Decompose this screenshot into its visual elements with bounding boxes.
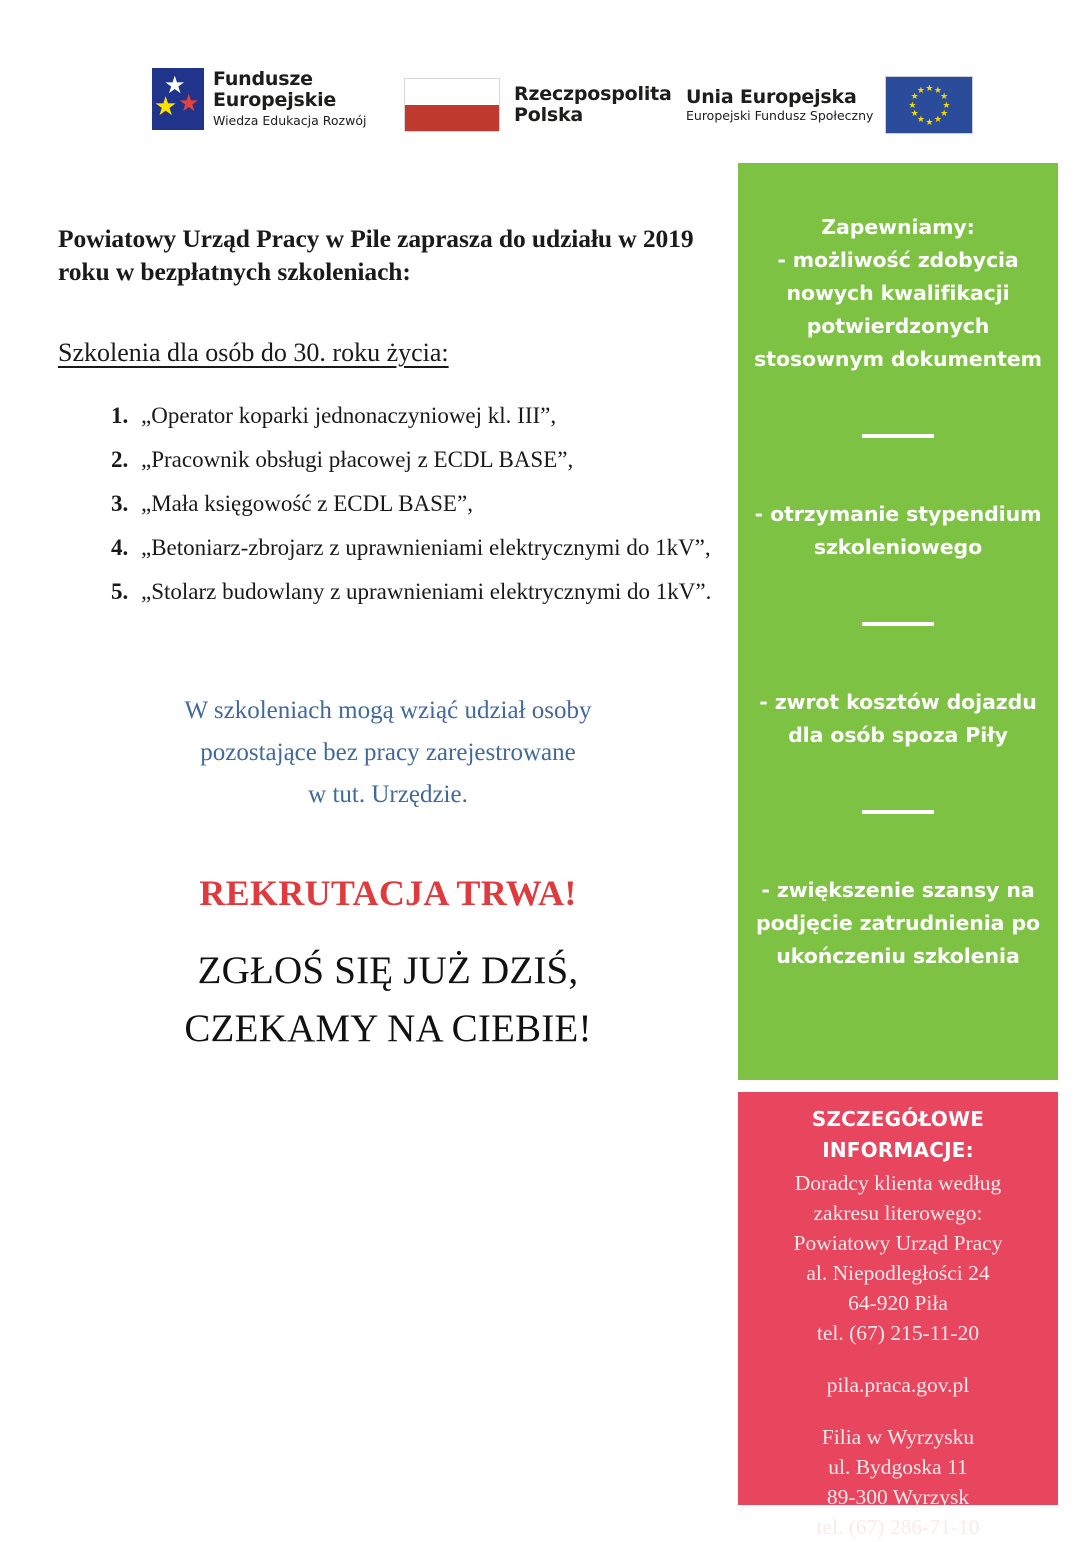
eu-star-icon: ★ xyxy=(933,114,942,125)
benefits-panel xyxy=(738,163,1058,1080)
ue-line-1: Unia Europejska xyxy=(686,86,857,108)
list-item: „Pracownik obsługi płacowej z ECDL BASE”, xyxy=(141,447,574,472)
eu-star-icon: ★ xyxy=(908,99,917,110)
rp-line-1: Rzeczpospolita xyxy=(514,83,672,105)
list-item: „Betoniarz-zbrojarz z uprawnieniami elektrycznymi do 1kV”, xyxy=(141,535,711,560)
benefit-item-2: - otrzymanie stypendium szkoleniowego xyxy=(754,502,1042,559)
rzeczpospolita-text xyxy=(514,84,672,126)
yellow-star-icon: ★ xyxy=(154,92,178,121)
eu-flag-icon xyxy=(885,76,973,134)
eu-star-icon: ★ xyxy=(916,114,925,125)
eu-star-icon: ★ xyxy=(916,84,925,95)
eligibility-note xyxy=(58,690,718,816)
fe-line-1: Fundusze xyxy=(213,68,313,90)
eu-star-icon: ★ xyxy=(933,84,942,95)
fundusze-europejskie-logo xyxy=(152,68,366,130)
subheading-wrapper xyxy=(58,288,730,368)
white-star-icon: ★ xyxy=(164,73,186,99)
branch-phone: tel. (67) 286-71-10 xyxy=(816,1515,980,1539)
rp-line-2: Polska xyxy=(514,104,584,126)
eu-star-icon: ★ xyxy=(942,99,951,110)
spacer xyxy=(754,376,1042,434)
eu-star-icon: ★ xyxy=(910,108,919,118)
contact-postcode-city: 64-920 Piła xyxy=(848,1291,948,1315)
branch-street: ul. Bydgoska 11 xyxy=(828,1455,968,1479)
list-item: „Mała księgowość z ECDL BASE”, xyxy=(141,491,473,516)
ue-line-2: Europejski Fundusz Społeczny xyxy=(686,108,874,123)
fundusze-europejskie-text xyxy=(213,69,366,129)
eu-star-icon: ★ xyxy=(910,91,919,101)
eu-star-icon: ★ xyxy=(940,108,949,118)
eu-star-icon: ★ xyxy=(940,91,949,101)
benefit-item-3: - zwrot kosztów dojazdu dla osób spoza Piły xyxy=(759,690,1037,747)
main-content-column xyxy=(58,222,730,1058)
fundusze-europejskie-icon xyxy=(152,68,204,130)
unia-europejska-text xyxy=(686,86,873,124)
eligibility-line-2: pozostające bez pracy zarejestrowane xyxy=(200,739,576,766)
eu-star-icon: ★ xyxy=(925,82,934,93)
rzeczpospolita-polska-logo xyxy=(404,78,672,132)
contact-line-1: Doradcy klienta według xyxy=(794,1171,1002,1195)
eligibility-line-3: w tut. Urzędzie. xyxy=(308,781,468,808)
spacer xyxy=(754,626,1042,686)
contact-title-line-1: SZCZEGÓŁOWE xyxy=(811,1107,985,1131)
contact-phone: tel. (67) 215-11-20 xyxy=(816,1321,980,1345)
eligibility-line-1: W szkoleniach mogą wziąć udział osoby xyxy=(184,697,592,724)
spacer xyxy=(754,814,1042,874)
cta-line-2: CZEKAMY NA CIEBIE! xyxy=(184,1007,592,1050)
red-star-icon: ★ xyxy=(178,91,200,117)
contact-address: al. Niepodległości 24 xyxy=(806,1261,990,1285)
contact-title-line-2: INFORMACJE: xyxy=(822,1138,974,1162)
branch-postcode-city: 89-300 Wyrzysk xyxy=(826,1485,970,1509)
funding-logo-strip xyxy=(0,0,1086,160)
polish-flag-icon xyxy=(404,78,500,132)
benefit-item-1: - możliwość zdobycia nowych kwalifikacji potwierdzonych stosownym dokumentem xyxy=(754,248,1042,371)
course-list xyxy=(58,396,730,612)
list-item: „Operator koparki jednonaczyniowej kl. III”, xyxy=(141,403,557,428)
call-to-action xyxy=(58,942,718,1058)
benefits-heading: Zapewniamy: xyxy=(821,215,975,239)
eu-star-icon: ★ xyxy=(925,116,934,127)
unia-europejska-logo xyxy=(686,76,973,134)
section-subheading: Szkolenia dla osób do 30. roku życia: xyxy=(58,338,449,367)
contact-line-2: zakresu literowego: xyxy=(813,1201,983,1225)
cta-line-1: ZGŁOŚ SIĘ JUŻ DZIŚ, xyxy=(197,949,579,992)
fe-line-3: Wiedza Edukacja Rozwój xyxy=(213,113,367,128)
contact-details xyxy=(752,1168,1044,1542)
benefit-item-4: - zwiększenie szansy na podjęcie zatrudnienia po ukończeniu szkolenia xyxy=(756,878,1040,968)
contact-line-3: Powiatowy Urząd Pracy xyxy=(793,1231,1003,1255)
contact-website[interactable]: pila.praca.gov.pl xyxy=(826,1373,970,1397)
spacer xyxy=(754,564,1042,622)
recruitment-banner: REKRUTACJA TRWA! xyxy=(199,873,577,913)
contact-panel xyxy=(738,1092,1058,1539)
page-title: Powiatowy Urząd Pracy w Pile zaprasza do udziału w 2019 roku w bezpłatnych szkoleniach: xyxy=(58,224,694,286)
branch-name: Filia w Wyrzysku xyxy=(821,1425,975,1449)
spacer xyxy=(752,1400,1044,1422)
spacer xyxy=(754,438,1042,498)
spacer xyxy=(752,1348,1044,1370)
spacer xyxy=(754,752,1042,810)
fe-line-2: Europejskie xyxy=(213,89,337,111)
list-item: „Stolarz budowlany z uprawnieniami elektrycznymi do 1kV”. xyxy=(141,579,712,604)
